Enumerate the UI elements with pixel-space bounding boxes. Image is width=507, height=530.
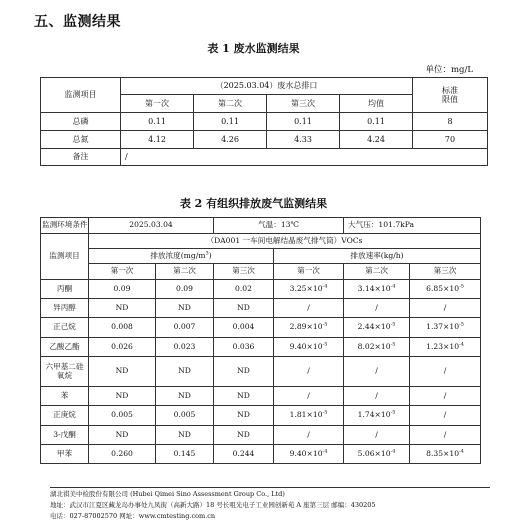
- rate-cell: [410, 299, 481, 318]
- rate-cell: [274, 387, 344, 406]
- rate-mantissa: 3.14×10: [357, 283, 391, 293]
- rate-mantissa: /: [443, 302, 447, 312]
- rate-cell: [410, 445, 481, 464]
- rate-cell: [410, 387, 481, 406]
- rate-exponent: -4: [459, 341, 464, 348]
- rate-cell: [410, 357, 481, 387]
- group-header: （2025.03.04）废水总排口: [121, 78, 413, 95]
- rate-exponent: -5: [322, 341, 328, 348]
- rate-mantissa: 1.74×10: [357, 410, 391, 420]
- concentration-cell: 0.026: [89, 338, 156, 357]
- rate-exponent: -5: [390, 341, 396, 348]
- rate-cell: [344, 338, 410, 357]
- table1-unit: 单位：mg/L: [425, 65, 473, 75]
- table-cell: 70: [413, 131, 488, 149]
- column-header: 第二次: [344, 264, 410, 280]
- concentration-cell: ND: [214, 406, 274, 426]
- conc-header-sup: 3: [205, 250, 209, 257]
- table-row: [41, 357, 481, 387]
- group-header: （DA001 一车间电解结晶废气排气筒）VOCs: [89, 234, 481, 249]
- concentration-header: [89, 249, 274, 264]
- rate-mantissa: /: [375, 429, 378, 439]
- env-pressure: 大气压：101.7kPa: [344, 218, 481, 234]
- row-label: 总氮: [41, 131, 121, 149]
- table-row: [41, 338, 481, 357]
- rate-exponent: -5: [459, 321, 464, 328]
- rate-cell: [344, 426, 410, 445]
- rate-cell: [274, 280, 344, 299]
- env-temperature: 气温：13℃: [214, 218, 344, 234]
- table-cell: 0.11: [267, 113, 340, 131]
- rate-mantissa: 1.23×10: [426, 341, 460, 351]
- column-header: 第三次: [267, 95, 340, 113]
- rate-exponent: -5: [322, 409, 328, 416]
- row-label: 甲苯: [41, 445, 89, 464]
- row-label: 正庚烷: [41, 406, 89, 426]
- rate-mantissa: 8.35×10: [426, 448, 460, 458]
- concentration-cell: ND: [156, 357, 214, 387]
- rate-cell: [344, 318, 410, 338]
- concentration-cell: 0.09: [156, 280, 214, 299]
- row-label: 总磷: [41, 113, 121, 131]
- table-row: [41, 131, 488, 149]
- rate-mantissa: 2.89×10: [289, 322, 323, 332]
- rate-exponent: -4: [322, 448, 328, 455]
- rate-mantissa: /: [443, 366, 447, 376]
- row-label: 3-戊酮: [41, 426, 89, 445]
- row-label: 苯: [41, 387, 89, 406]
- env-date: 2025.03.04: [89, 218, 214, 234]
- table-cell: 0.11: [194, 113, 267, 131]
- rate-mantissa: /: [307, 302, 310, 312]
- rate-mantissa: /: [307, 429, 310, 439]
- limit-header: 标准 限值: [413, 78, 488, 113]
- row-label: 丙酮: [41, 280, 89, 299]
- column-header: 均值: [340, 95, 413, 113]
- rate-mantissa: /: [443, 390, 447, 400]
- column-header: 第三次: [214, 264, 274, 280]
- table-row: [41, 445, 481, 464]
- rate-mantissa: 5.06×10: [357, 448, 391, 458]
- rate-cell: [274, 318, 344, 338]
- row-label: 乙酸乙酯: [41, 338, 89, 357]
- concentration-cell: ND: [89, 426, 156, 445]
- table-row: [41, 318, 481, 338]
- rate-mantissa: /: [307, 366, 310, 376]
- table-cell: 4.12: [121, 131, 194, 149]
- table-cell: 8: [413, 113, 488, 131]
- remark-row: [41, 149, 488, 166]
- rate-mantissa: /: [443, 410, 447, 420]
- column-header: 第三次: [410, 264, 481, 280]
- footer-company: 湖北祺美中检股份有限公司 (Hubei Qimei Sino Assessment Group Co., Ltd): [50, 490, 285, 498]
- concentration-cell: 0.008: [89, 318, 156, 338]
- concentration-cell: ND: [89, 387, 156, 406]
- rate-exponent: -4: [322, 283, 328, 290]
- rate-mantissa: /: [375, 390, 378, 400]
- rate-cell: [344, 387, 410, 406]
- rate-cell: [344, 357, 410, 387]
- rate-mantissa: /: [443, 429, 447, 439]
- rate-mantissa: 8.02×10: [357, 341, 391, 351]
- table1-title: 表 1 废水监测结果: [207, 42, 300, 55]
- rate-mantissa: 6.85×10: [426, 283, 460, 293]
- rate-mantissa: /: [375, 366, 378, 376]
- concentration-cell: 0.005: [156, 406, 214, 426]
- concentration-cell: ND: [89, 299, 156, 318]
- rate-cell: [344, 280, 410, 299]
- rate-cell: [344, 406, 410, 426]
- concentration-cell: 0.005: [89, 406, 156, 426]
- concentration-cell: ND: [214, 387, 274, 406]
- conc-header-text: 排放浓度(mg/m: [150, 250, 206, 260]
- rate-mantissa: 1.81×10: [289, 410, 323, 420]
- column-header: 第一次: [89, 264, 156, 280]
- rate-mantissa: 1.37×10: [426, 322, 460, 332]
- concentration-cell: 0.244: [214, 445, 274, 464]
- table2-title: 表 2 有组织排放废气监测结果: [179, 197, 328, 210]
- rate-exponent: -5: [322, 321, 328, 328]
- rate-exponent: -5: [459, 283, 464, 290]
- remark-label: 备注: [41, 149, 121, 166]
- rate-cell: [274, 299, 344, 318]
- rate-exponent: -5: [390, 409, 396, 416]
- exhaust-gas-table: [40, 217, 481, 464]
- rate-mantissa: 2.44×10: [357, 322, 391, 332]
- rate-cell: [410, 406, 481, 426]
- column-header: 第一次: [121, 95, 194, 113]
- rate-cell: [410, 318, 481, 338]
- concentration-cell: 0.023: [156, 338, 214, 357]
- rate-cell: [274, 338, 344, 357]
- section-title: 五、监测结果: [34, 14, 121, 30]
- rate-cell: [274, 357, 344, 387]
- rate-exponent: -4: [390, 448, 396, 455]
- table-row: [41, 113, 488, 131]
- wastewater-table: [40, 77, 488, 166]
- row-label: 正己烷: [41, 318, 89, 338]
- table-row: [41, 387, 481, 406]
- rate-cell: [274, 406, 344, 426]
- rate-mantissa: /: [375, 302, 378, 312]
- footer-contact: 电话：027-87002570 网址：www.cmtesting.com.cn: [50, 512, 216, 520]
- table-row: [41, 299, 481, 318]
- rate-mantissa: 9.40×10: [289, 341, 323, 351]
- rate-cell: [274, 426, 344, 445]
- rate-exponent: -5: [390, 321, 396, 328]
- row-label: 异丙醇: [41, 299, 89, 318]
- rate-exponent: -4: [390, 283, 396, 290]
- concentration-cell: ND: [214, 299, 274, 318]
- concentration-cell: 0.036: [214, 338, 274, 357]
- rate-cell: [344, 445, 410, 464]
- table-row: [41, 406, 481, 426]
- concentration-cell: 0.145: [156, 445, 214, 464]
- table-row: [41, 280, 481, 299]
- table-cell: 4.24: [340, 131, 413, 149]
- concentration-cell: ND: [214, 357, 274, 387]
- concentration-cell: 0.09: [89, 280, 156, 299]
- concentration-cell: 0.260: [89, 445, 156, 464]
- concentration-cell: ND: [89, 357, 156, 387]
- table-cell: 4.33: [267, 131, 340, 149]
- table-cell: 4.26: [194, 131, 267, 149]
- concentration-cell: 0.02: [214, 280, 274, 299]
- table-row: [41, 426, 481, 445]
- concentration-cell: ND: [156, 387, 214, 406]
- column-header: 第二次: [156, 264, 214, 280]
- rate-cell: [344, 299, 410, 318]
- footer: [50, 487, 490, 522]
- rate-mantissa: 9.40×10: [289, 448, 323, 458]
- rate-cell: [410, 426, 481, 445]
- conc-header-close: ): [208, 250, 212, 260]
- row-label: 六甲基二硅氧烷: [41, 357, 89, 387]
- rate-exponent: -4: [459, 448, 464, 455]
- remark-value: /: [121, 149, 488, 166]
- concentration-cell: 0.007: [156, 318, 214, 338]
- rate-mantissa: 3.25×10: [289, 283, 323, 293]
- column-header: 第一次: [274, 264, 344, 280]
- table-cell: 0.11: [340, 113, 413, 131]
- rate-cell: [410, 280, 481, 299]
- concentration-cell: 0.004: [214, 318, 274, 338]
- env-label: 监测环境条件: [41, 218, 89, 234]
- item-header: 监测项目: [41, 234, 89, 280]
- table-cell: 0.11: [121, 113, 194, 131]
- item-header: 监测项目: [41, 78, 121, 113]
- footer-address: 地址：武汉市江夏区藏龙岛办事处九凤街（高新大路）18 号长咀光电子工业园创新苑 A 座第三层 邮编：430205: [50, 501, 376, 509]
- concentration-cell: ND: [156, 299, 214, 318]
- rate-mantissa: /: [307, 390, 310, 400]
- concentration-cell: ND: [214, 426, 274, 445]
- rate-cell: [410, 338, 481, 357]
- rate-cell: [274, 445, 344, 464]
- column-header: 第二次: [194, 95, 267, 113]
- concentration-cell: ND: [156, 426, 214, 445]
- rate-header: 排放速率(kg/h): [274, 249, 481, 264]
